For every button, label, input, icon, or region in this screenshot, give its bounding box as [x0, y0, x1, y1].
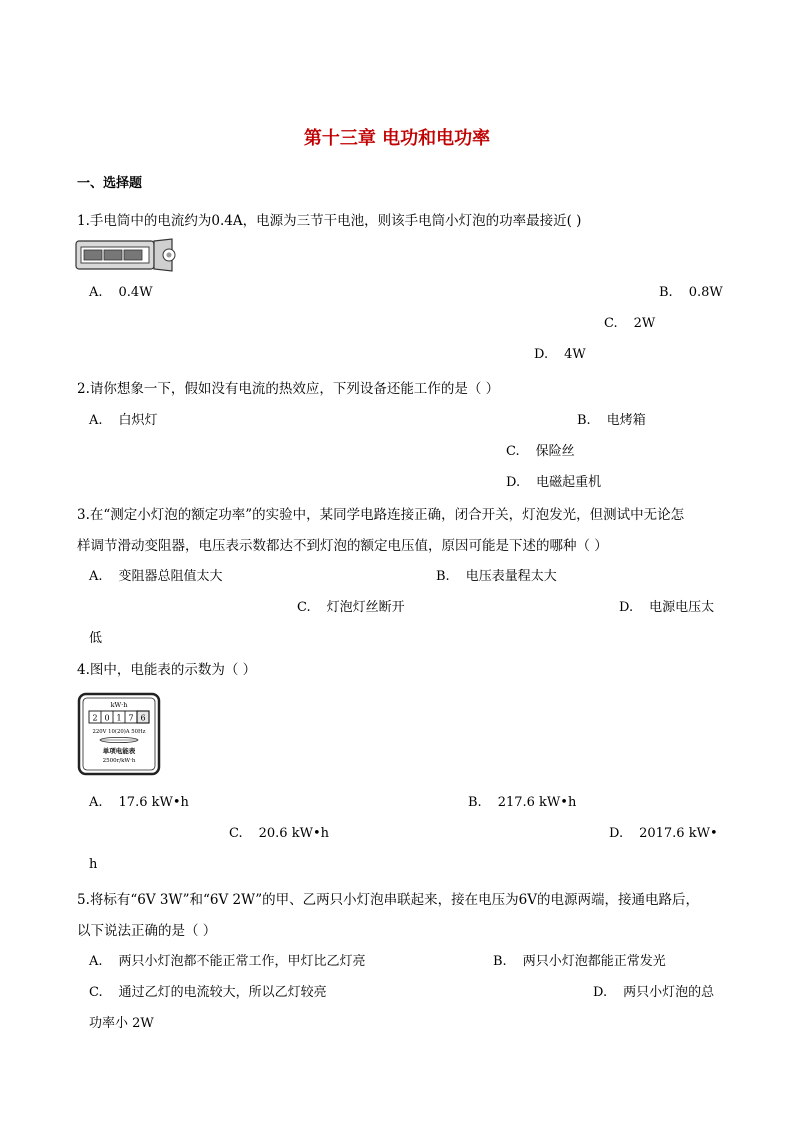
option-3c[interactable]: C. 灯泡灯丝断开 — [297, 600, 405, 615]
option-5a[interactable]: A. 两只小灯泡都不能正常工作，甲灯比乙灯亮 — [89, 954, 366, 969]
option-3d-continuation: 低 — [89, 631, 103, 646]
section-heading: 一、选择题 — [77, 176, 143, 191]
question-2-stem: 2.请你想象一下，假如没有电流的热效应，下列设备还能工作的是（ ） — [77, 381, 500, 397]
electric-meter-figure — [77, 692, 161, 780]
page-title: 第十三章 电功和电功率 — [303, 128, 491, 149]
meter-digit-5: 6 — [140, 713, 146, 723]
option-1d[interactable]: D. 4W — [534, 347, 586, 362]
option-3a[interactable]: A. 变阻器总阻值太大 — [89, 569, 223, 584]
option-4d-continuation: h — [89, 857, 98, 872]
option-3d[interactable]: D. 电源电压太 — [619, 600, 715, 615]
option-3b[interactable]: B. 电压表量程太大 — [436, 569, 557, 584]
flashlight-figure — [75, 237, 185, 277]
question-5-stem-line2: 以下说法正确的是（ ） — [77, 923, 217, 939]
option-2a[interactable]: A. 白炽灯 — [89, 413, 158, 428]
option-1b[interactable]: B. 0.8W — [659, 285, 723, 300]
option-4b[interactable]: B. 217.6 kW•h — [468, 795, 577, 810]
meter-digit-3: 1 — [116, 713, 122, 723]
question-4-stem: 4.图中，电能表的示数为（ ） — [77, 662, 257, 678]
meter-digit-4: 7 — [128, 713, 134, 723]
question-3-stem-line1: 3.在“测定小灯泡的额定功率”的实验中，某同学电路连接正确，闭合开关，灯泡发光，但测试中无论怎 — [77, 507, 685, 523]
option-4c[interactable]: C. 20.6 kW•h — [229, 826, 329, 841]
option-5d-continuation: 功率小 2W — [89, 1016, 154, 1031]
option-2b[interactable]: B. 电烤箱 — [577, 413, 646, 428]
question-1-stem: 1.手电筒中的电流约为0.4A，电源为三节干电池，则该手电筒小灯泡的功率最接近( ) — [77, 213, 582, 229]
option-4d[interactable]: D. 2017.6 kW• — [609, 826, 718, 841]
meter-constant: 2500r/kW·h — [102, 758, 136, 764]
question-5-stem-line1: 5.将标有“6V 3W”和“6V 2W”的甲、乙两只小灯泡串联起来，接在电压为6V的电源两端，接通电路后， — [77, 892, 700, 908]
option-5b[interactable]: B. 两只小灯泡都能正常发光 — [493, 954, 666, 969]
option-2c[interactable]: C. 保险丝 — [506, 444, 575, 459]
meter-label: 单项电能表 — [102, 747, 136, 755]
question-3-stem-line2: 样调节滑动变阻器，电压表示数都达不到灯泡的额定电压值，原因可能是下述的哪种（ ） — [77, 538, 608, 554]
meter-digit-2: 0 — [104, 713, 110, 723]
meter-unit: kW·h — [110, 701, 128, 709]
option-4a[interactable]: A. 17.6 kW•h — [89, 795, 189, 810]
option-5d[interactable]: D. 两只小灯泡的总 — [593, 985, 715, 1000]
meter-digit-1: 2 — [92, 713, 98, 723]
option-5c[interactable]: C. 通过乙灯的电流较大，所以乙灯较亮 — [89, 985, 327, 1000]
option-1a[interactable]: A. 0.4W — [89, 285, 153, 300]
meter-rating: 220V 10(20)A 50Hz — [92, 729, 146, 735]
option-1c[interactable]: C. 2W — [604, 316, 656, 331]
option-2d[interactable]: D. 电磁起重机 — [506, 475, 602, 490]
